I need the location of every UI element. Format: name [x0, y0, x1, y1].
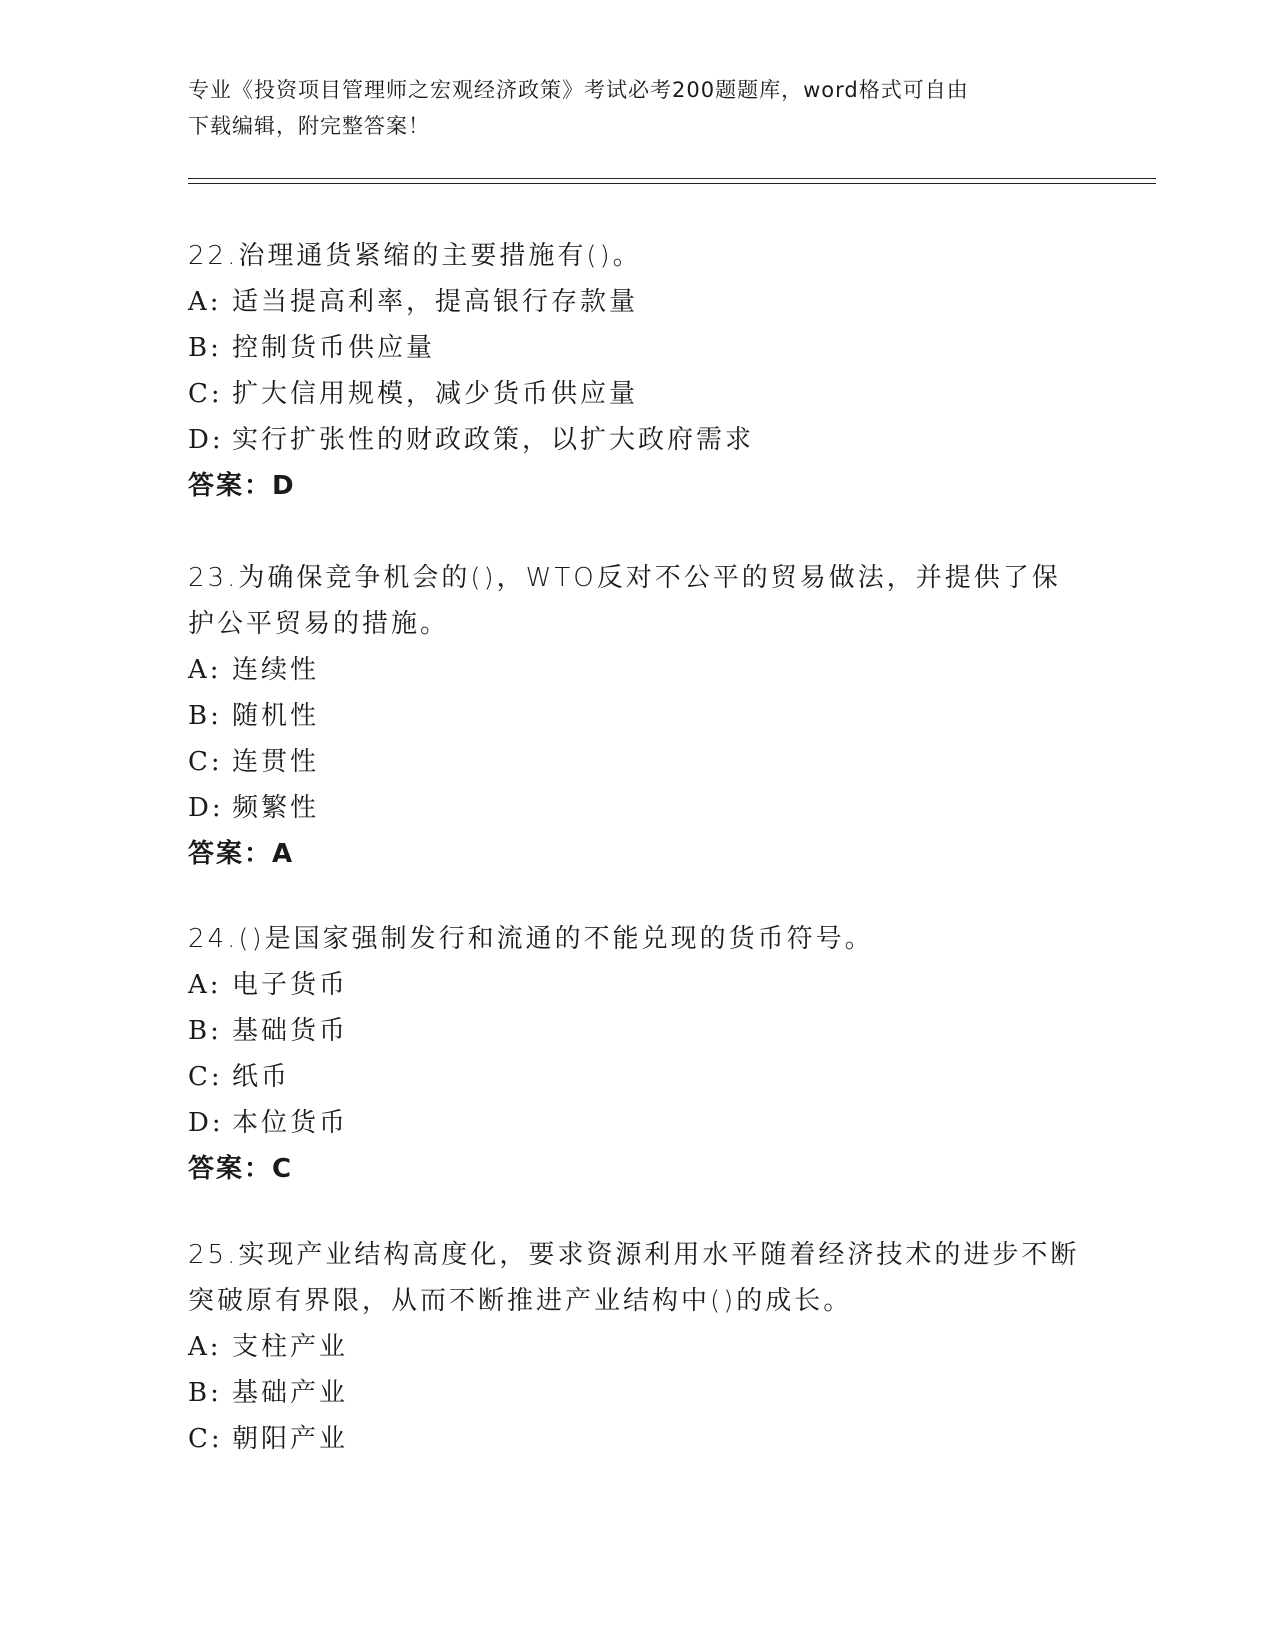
option-a	[188, 962, 1088, 1008]
answer: 答案：D	[188, 471, 296, 501]
option-key: D:	[188, 793, 224, 823]
option-text: 控制货币供应量	[232, 333, 436, 363]
option-c	[188, 1416, 1088, 1462]
option-b	[188, 325, 1088, 371]
header-divider-bottom	[188, 183, 1156, 184]
option-a	[188, 1324, 1088, 1370]
option-c	[188, 1054, 1088, 1100]
option-c	[188, 371, 1088, 417]
option-text: 纸币	[232, 1062, 291, 1092]
option-text: 连续性	[232, 655, 320, 685]
option-key: C:	[188, 379, 223, 409]
header-line-2: 下载编辑，附完整答案！	[188, 114, 430, 138]
question-23	[188, 555, 1088, 877]
option-c	[188, 739, 1088, 785]
header-divider-top	[188, 178, 1156, 179]
option-key: B:	[188, 1016, 222, 1046]
option-key: C:	[188, 1424, 223, 1454]
question-25	[188, 1232, 1088, 1462]
option-key: B:	[188, 1378, 222, 1408]
option-text: 朝阳产业	[232, 1424, 349, 1454]
option-text: 电子货币	[232, 970, 349, 1000]
option-key: D:	[188, 1108, 224, 1138]
option-text: 连贯性	[232, 747, 320, 777]
option-b	[188, 1008, 1088, 1054]
option-key: D:	[188, 425, 224, 455]
option-a	[188, 647, 1088, 693]
question-stem: 24.()是国家强制发行和流通的不能兑现的货币符号。	[188, 924, 874, 954]
option-text: 基础产业	[232, 1378, 349, 1408]
option-text: 随机性	[232, 701, 320, 731]
option-key: A:	[188, 655, 222, 685]
option-text: 频繁性	[232, 793, 320, 823]
option-key: A:	[188, 970, 222, 1000]
option-key: C:	[188, 1062, 223, 1092]
question-stem: 22.治理通货紧缩的主要措施有()。	[188, 241, 642, 271]
option-text: 本位货币	[232, 1108, 349, 1138]
question-22	[188, 233, 1088, 509]
option-key: C:	[188, 747, 223, 777]
option-d	[188, 785, 1088, 831]
option-key: B:	[188, 333, 222, 363]
question-24	[188, 916, 1088, 1192]
option-text: 实行扩张性的财政政策，以扩大政府需求	[232, 425, 755, 455]
option-d	[188, 1100, 1088, 1146]
answer: 答案：C	[188, 1154, 294, 1184]
option-b	[188, 1370, 1088, 1416]
option-text: 支柱产业	[232, 1332, 349, 1362]
option-b	[188, 693, 1088, 739]
option-d	[188, 417, 1088, 463]
option-key: A:	[188, 287, 222, 317]
option-a	[188, 279, 1088, 325]
option-text: 基础货币	[232, 1016, 349, 1046]
option-text: 适当提高利率，提高银行存款量	[232, 287, 639, 317]
document-header	[188, 72, 1068, 144]
question-stem: 25.实现产业结构高度化，要求资源利用水平随着经济技术的进步不断突破原有界限，从而不断推进产业结构中()的成长。	[188, 1240, 1080, 1316]
option-text: 扩大信用规模，减少货币供应量	[232, 379, 639, 409]
option-key: B:	[188, 701, 222, 731]
header-line-1: 专业《投资项目管理师之宏观经济政策》考试必考200题题库，word格式可自由	[188, 78, 969, 102]
answer: 答案：A	[188, 839, 295, 869]
option-key: A:	[188, 1332, 222, 1362]
question-stem: 23.为确保竞争机会的()，WTO反对不公平的贸易做法，并提供了保护公平贸易的措施。	[188, 563, 1061, 639]
